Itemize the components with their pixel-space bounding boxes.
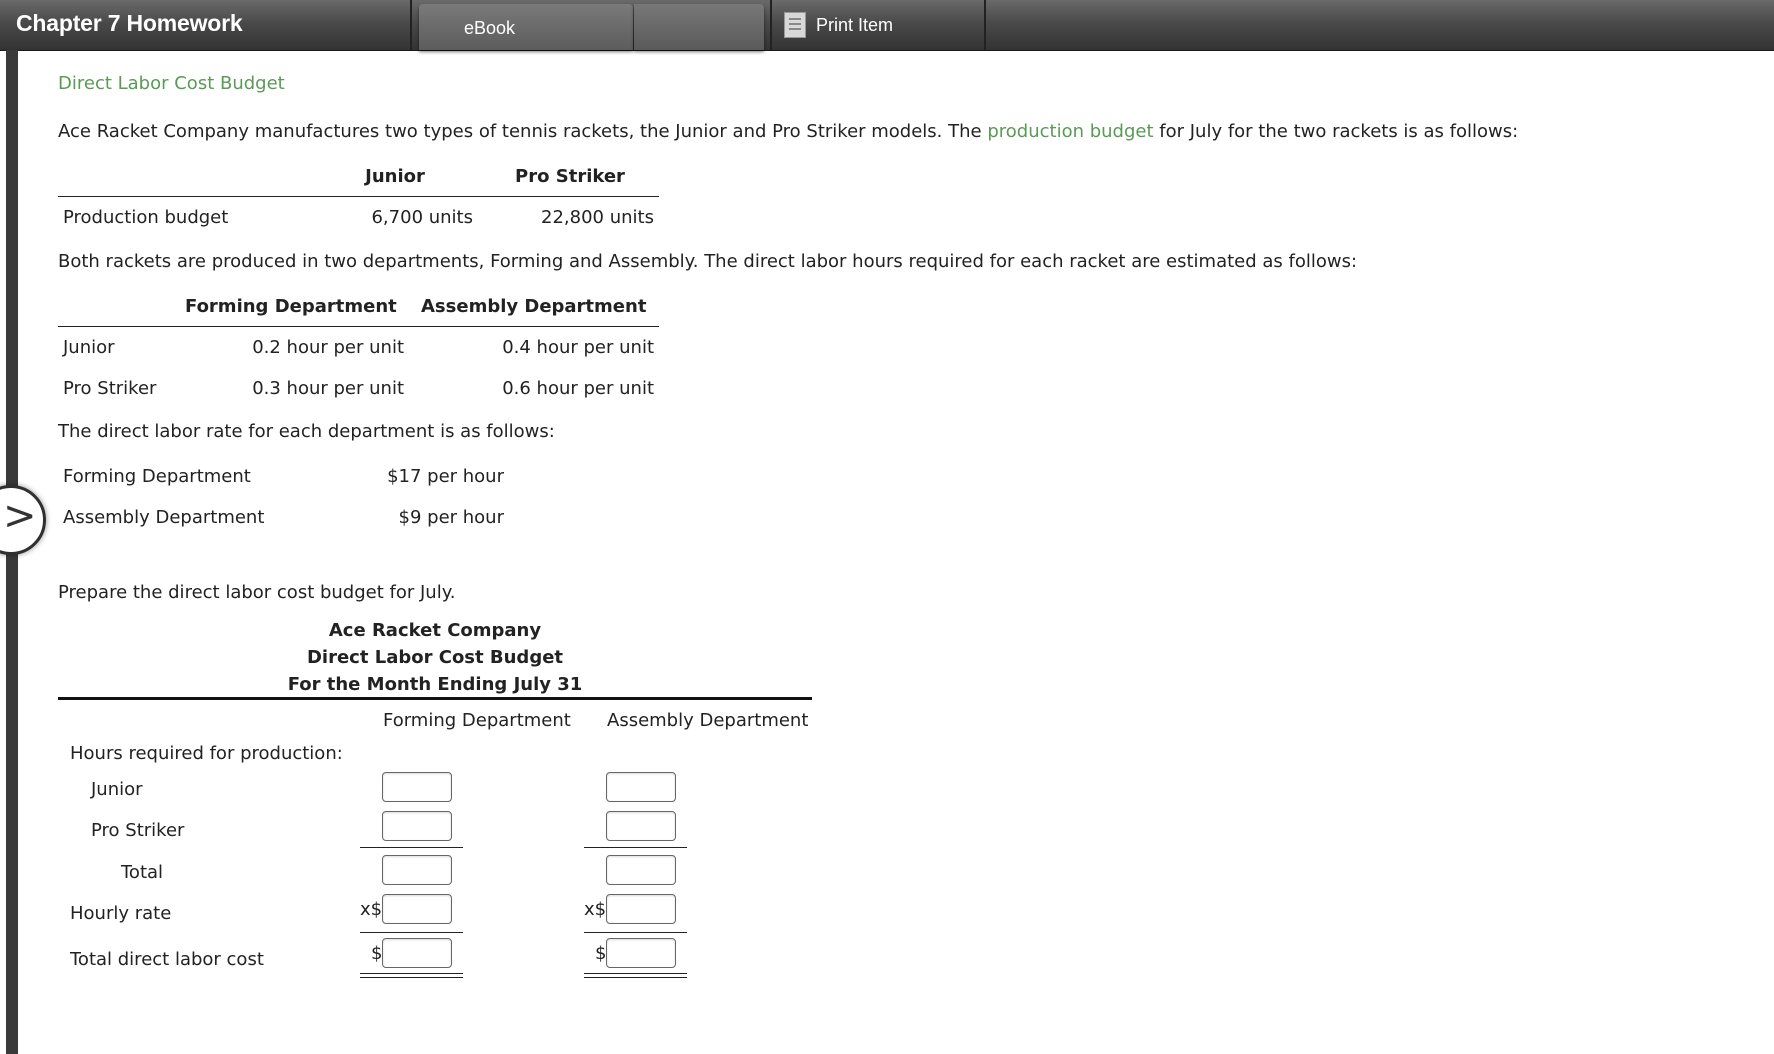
assembly-total-cost-input[interactable] [606,938,676,968]
rate-value-assembly: $9 per hour [398,507,504,528]
assembly-hourly-rate-input[interactable] [606,894,676,924]
table-rule [58,196,659,197]
instruction-text: Prepare the direct labor cost budget for July. [58,582,456,603]
table-rule [58,326,659,327]
problem-heading: Direct Labor Cost Budget [58,73,285,94]
assembly-rate-prefix: x$ [584,899,607,920]
forming-total-hours-input[interactable] [382,855,452,885]
pro-striker-units: 22,800 units [541,207,654,228]
forming-hourly-rate-input[interactable] [382,894,452,924]
forming-pro-striker-hours-input[interactable] [382,811,452,841]
col-header-pro-striker: Pro Striker [515,166,625,187]
assembly-pro-striker-hours-input[interactable] [606,811,676,841]
assembly-junior-hours-input[interactable] [606,772,676,802]
junior-units: 6,700 units [371,207,473,228]
col-header-junior: Junior [365,166,425,187]
hours-row-label-junior: Junior [63,337,115,358]
budget-col-forming: Forming Department [383,710,571,731]
forming-rate-prefix: x$ [360,899,383,920]
budget-company: Ace Racket Company [328,620,542,641]
forming-total-cost-input[interactable] [382,938,452,968]
forming-junior-hours-input[interactable] [382,772,452,802]
grand-total-double-rule [360,973,463,978]
budget-period: For the Month Ending July 31 [287,674,583,695]
budget-title: Direct Labor Cost Budget [306,647,564,668]
forming-cost-prefix: $ [371,943,383,964]
budget-pro-striker-label: Pro Striker [91,820,185,841]
chevron-right-icon: > [3,493,37,539]
subtotal-rule [360,932,463,933]
pro-striker-assembly-hours: 0.6 hour per unit [502,378,654,399]
subtotal-rule [360,847,463,848]
subtotal-rule [584,932,687,933]
budget-col-assembly: Assembly Department [607,710,809,731]
intro-text-end: for July for the two rackets is as follows: [1153,121,1519,142]
hours-required-label: Hours required for production: [70,743,343,764]
grand-total-double-rule [584,973,687,978]
total-cost-label: Total direct labor cost [70,949,264,970]
assignment-title: Chapter 7 Homework [16,10,243,36]
budget-total-label: Total [121,862,164,883]
rate-label-assembly: Assembly Department [63,507,265,528]
intro-text: Ace Racket Company manufactures two types of tennis rackets, the Junior and Pro Striker models. The [58,121,988,142]
subtotal-rule [584,847,687,848]
pro-striker-forming-hours: 0.3 hour per unit [252,378,404,399]
rate-value-forming: $17 per hour [387,466,504,487]
col-header-forming: Forming Department [185,296,397,317]
production-budget-label: Production budget [63,207,229,228]
production-budget-link[interactable]: production budget [987,121,1154,142]
assembly-total-hours-input[interactable] [606,855,676,885]
print-item-label: Print Item [816,15,894,35]
budget-heading-rule [58,697,812,700]
junior-forming-hours: 0.2 hour per unit [252,337,404,358]
rate-label-forming: Forming Department [63,466,251,487]
assembly-cost-prefix: $ [595,943,607,964]
rate-paragraph: The direct labor rate for each department is as follows: [58,421,555,442]
junior-assembly-hours: 0.4 hour per unit [502,337,654,358]
hours-row-label-pro-striker: Pro Striker [63,378,157,399]
col-header-assembly: Assembly Department [421,296,647,317]
budget-junior-label: Junior [91,779,143,800]
ebook-tab-label: eBook [464,18,516,38]
intro-paragraph [58,121,1518,142]
departments-paragraph: Both rackets are produced in two departments, Forming and Assembly. The direct labor hours required for each racket are estimated as follows: [58,251,1358,272]
hourly-rate-label: Hourly rate [70,903,172,924]
